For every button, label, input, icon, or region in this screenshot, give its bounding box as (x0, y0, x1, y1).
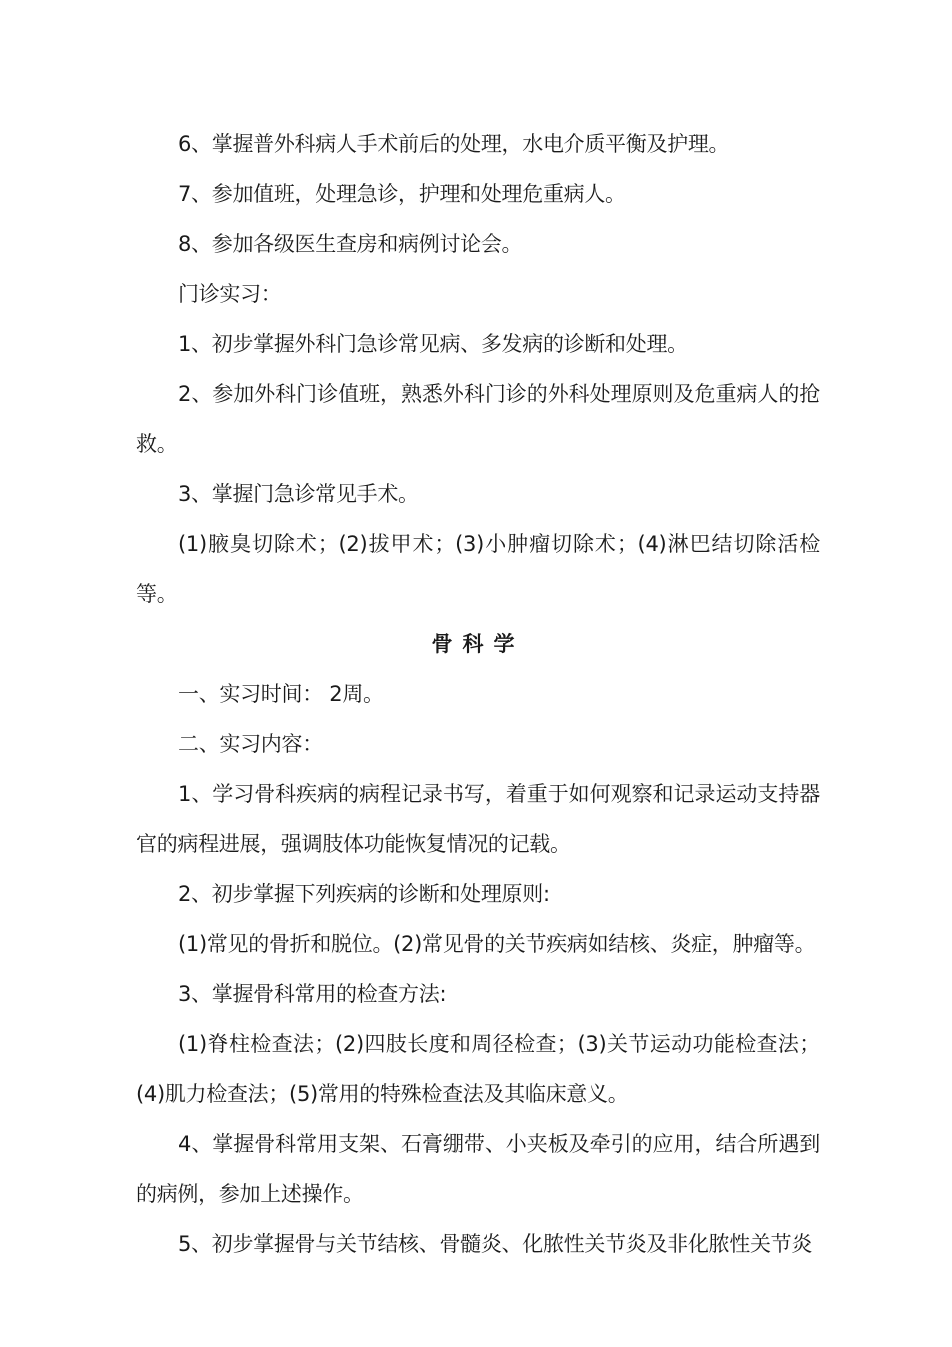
ortho-item-1: 1、学习骨科疾病的病程记录书写，着重于如何观察和记录运动支持器官的病程进展，强调肢体功能恢复情况的记载。 (136, 782, 820, 856)
outpatient-heading: 门诊实习： (178, 282, 282, 306)
ortho-item-5: 5、初步掌握骨与关节结核、骨髓炎、化脓性关节炎及非化脓性关节炎 (178, 1232, 813, 1256)
ortho-item-3-list: (1)脊柱检查法；(2)四肢长度和周径检查；(3)关节运动功能检查法；(4)肌力检查法；(5)常用的特殊检查法及其临床意义。 (136, 1032, 820, 1106)
ortho-item-4: 4、掌握骨科常用支架、石膏绷带、小夹板及牵引的应用，结合所遇到的病例，参加上述操作。 (136, 1132, 820, 1206)
section-title: 骨科学 (431, 631, 525, 656)
outpatient-surgery-list: (1)腋臭切除术；(2)拔甲术；(3)小肿瘤切除术；(4)淋巴结切除活检等。 (136, 532, 820, 606)
ortho-item-2-list: (1)常见的骨折和脱位。(2)常见骨的关节疾病如结核、炎症，肿瘤等。 (178, 932, 816, 956)
paragraph-item-7: 7、参加值班，处理急诊，护理和处理危重病人。 (178, 182, 626, 206)
ortho-item-3: 3、掌握骨科常用的检查方法: (178, 982, 447, 1006)
outpatient-item-3: 3、掌握门急诊常见手术。 (178, 482, 419, 506)
outpatient-item-1: 1、初步掌握外科门急诊常见病、多发病的诊断和处理。 (178, 332, 688, 356)
internship-duration: 一、实习时间： 2周。 (178, 682, 384, 706)
outpatient-item-2: 2、参加外科门诊值班，熟悉外科门诊的外科处理原则及危重病人的抢救。 (136, 382, 820, 456)
internship-content-heading: 二、实习内容： (178, 732, 323, 756)
document-body (136, 119, 820, 1269)
paragraph-item-8: 8、参加各级医生查房和病例讨论会。 (178, 232, 523, 256)
paragraph-item-6: 6、掌握普外科病人手术前后的处理，水电介质平衡及护理。 (178, 132, 730, 156)
ortho-item-2: 2、初步掌握下列疾病的诊断和处理原则: (178, 882, 550, 906)
